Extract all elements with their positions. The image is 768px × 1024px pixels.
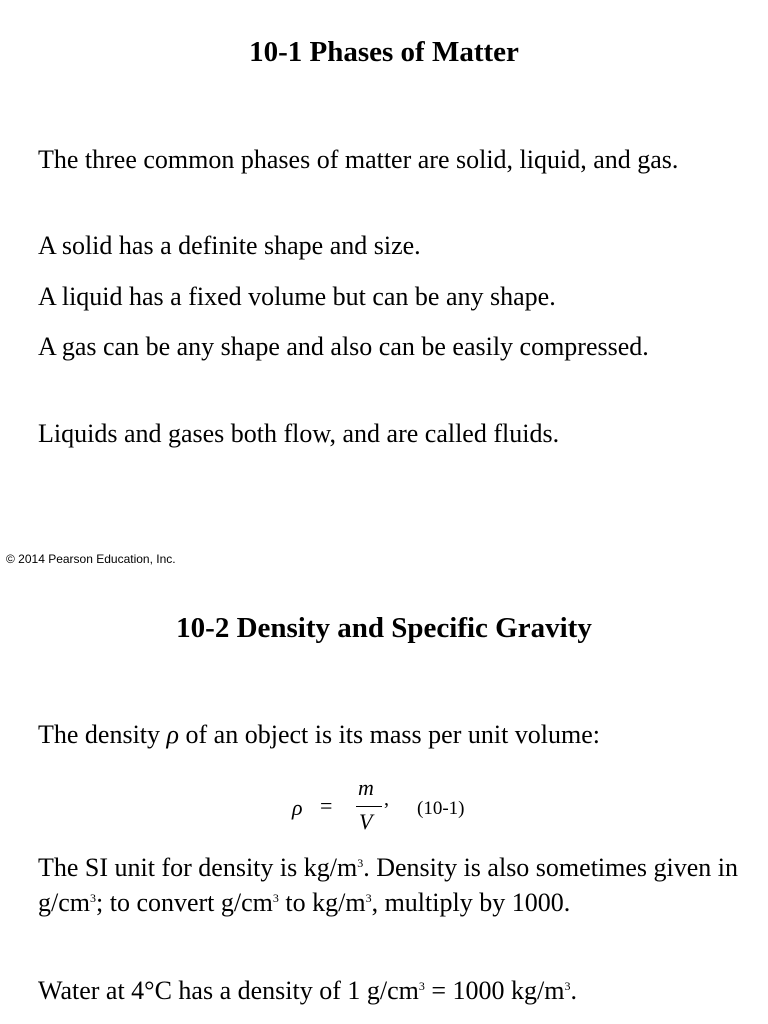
paragraph-fluids: Liquids and gases both flow, and are called fluids. bbox=[38, 419, 560, 448]
superscript: 3 bbox=[90, 891, 96, 905]
text-segment: The density bbox=[38, 720, 167, 749]
superscript: 3 bbox=[357, 856, 364, 870]
superscript: 3 bbox=[365, 891, 372, 905]
text-segment: of an object is its mass per unit volume: bbox=[179, 720, 601, 749]
text-segment: = 1000 kg/m bbox=[424, 976, 565, 1005]
text-segment: ; to convert g/cm bbox=[96, 888, 273, 917]
paragraph-density-definition bbox=[38, 717, 738, 752]
slide-density bbox=[0, 572, 768, 1024]
paragraph-liquid: A liquid has a fixed volume but can be any shape. bbox=[38, 282, 556, 311]
slide-title: 10-1 Phases of Matter bbox=[249, 36, 519, 68]
superscript: 3 bbox=[272, 891, 279, 905]
text-segment: , multiply by 1000. bbox=[371, 888, 571, 917]
text-segment: Water at 4°C has a density of 1 g/cm bbox=[38, 976, 419, 1005]
paragraph-three-phases: The three common phases of matter are solid, liquid, and gas. bbox=[38, 145, 679, 174]
paragraph-gas: A gas can be any shape and also can be easily compressed. bbox=[38, 332, 649, 361]
equation-lhs: ρ bbox=[292, 795, 303, 820]
paragraph-solid: A solid has a definite shape and size. bbox=[38, 231, 421, 260]
paragraph-water-density bbox=[38, 973, 738, 1008]
equation-comma: , bbox=[384, 788, 389, 810]
superscript: 3 bbox=[418, 979, 425, 993]
text-segment: . bbox=[570, 976, 577, 1005]
rho-symbol: ρ bbox=[166, 720, 180, 749]
equation-numerator: m bbox=[358, 775, 374, 800]
slide-title: 10-2 Density and Specific Gravity bbox=[176, 612, 592, 644]
fraction-bar bbox=[356, 806, 382, 807]
superscript: 3 bbox=[564, 979, 571, 993]
density-equation bbox=[286, 776, 486, 838]
text-segment: to kg/m bbox=[278, 888, 366, 917]
equation-number: (10-1) bbox=[417, 798, 465, 819]
equation-denominator: V bbox=[359, 809, 373, 834]
text-segment: . Density is also sometimes given in g/cm bbox=[38, 853, 739, 917]
text-segment: The SI unit for density is kg/m bbox=[38, 853, 358, 882]
copyright-notice: © 2014 Pearson Education, Inc. bbox=[6, 552, 176, 566]
equation-equals: = bbox=[320, 793, 333, 818]
paragraph-si-unit bbox=[38, 850, 738, 920]
